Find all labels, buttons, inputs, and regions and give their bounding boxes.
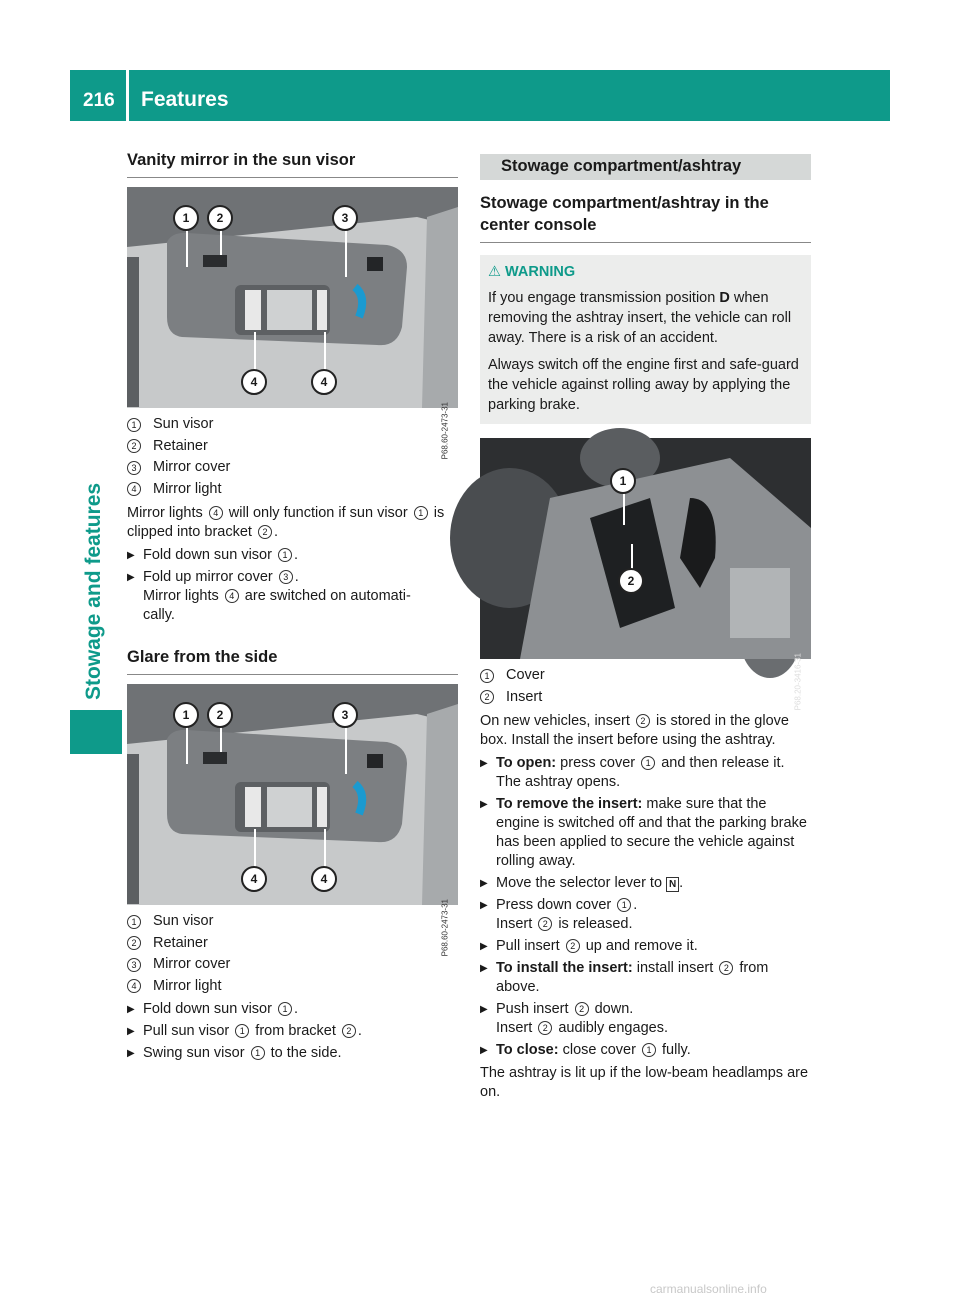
legend [127,414,458,500]
legend-item: 1 Sun visor [127,911,458,933]
instruction-step: ▶ Swing sun visor 1 to the side. [127,1045,342,1061]
legend-item: 4 Mirror light [127,479,458,501]
warning-box [480,255,811,424]
warning-text: Always switch off the engine first and safe-guard the vehicle against rolling away by applying the parking brake. [488,357,799,413]
paragraph: On new vehicles, insert 2 is stored in the glove box. Install the insert before using the ashtray. [480,713,789,748]
left-column [127,150,458,1066]
page-title: Features [141,88,229,111]
section-subheading: Stowage compartment/ashtray in the center console [480,192,811,243]
instruction-step: ▶ Press down cover 1 . Insert 2 is released. [480,897,638,932]
legend-item: 2 Retainer [127,436,458,458]
image-code: P68.60-2473-31 [440,402,449,460]
section-heading-vanity-mirror: Vanity mirror in the sun visor [127,150,458,178]
warning-icon: ⚠ [488,264,501,280]
callout-1: 1 [173,702,199,728]
legend-item: 2 Retainer [127,933,458,955]
callout-1: 1 [173,205,199,231]
right-column [480,154,811,1106]
instruction-step: ▶ Fold up mirror cover 3 . Mirror lights 4 are switched on automati- cally. [127,569,411,623]
watermark: carmanualsonline.info [650,1282,767,1296]
side-tab-label: Stowage and features [82,482,105,700]
instruction-step: ▶ Fold down sun visor 1 . [127,1001,299,1017]
legend [127,911,458,997]
image-code: P68.20-3416-31 [793,653,802,711]
legend-item: 4 Mirror light [127,976,458,998]
callout-3: 3 [332,702,358,728]
instruction-step: ▶ Pull insert 2 up and remove it. [480,938,698,954]
legend-item: 1 Cover [480,665,811,687]
callout-4: 4 [311,369,337,395]
section-band: Stowage compartment/ashtray [480,154,811,180]
instruction-step: ▶ Pull sun visor 1 from bracket 2 . [127,1023,362,1039]
callout-3: 3 [332,205,358,231]
instruction-step: ▶ To remove the insert: make sure that the engine is switched off and that the parking brake has been applied to secure the vehicle against rolling away. [480,796,807,869]
instruction-step: ▶ Fold down sun visor 1 . [127,547,299,563]
callout-2: 2 [207,205,233,231]
instruction-step: ▶ To install the insert: install insert 2 from above. [480,960,769,995]
legend-item: 3 Mirror cover [127,954,458,976]
instruction-step: ▶ To close: close cover 1 fully. [480,1042,691,1058]
callout-4: 4 [241,866,267,892]
callout-1: 1 [610,468,636,494]
center-console-illustration [480,438,811,659]
instruction-step: ▶ Push insert 2 down. Insert 2 audibly engages. [480,1001,668,1036]
image-code: P68.60-2473-31 [440,899,449,957]
section-heading-glare: Glare from the side [127,647,458,675]
legend-item: 1 Sun visor [127,414,458,436]
paragraph: Mirror lights 4 will only function if sun visor 1 is clipped into bracket 2 . [127,505,445,540]
warning-text: If you engage transmission position D when removing the ashtray insert, the vehicle can roll away. There is a risk of an accident. [488,290,792,346]
page-number: 216 [83,90,115,111]
warning-title: ⚠ WARNING [488,264,576,280]
callout-4: 4 [241,369,267,395]
callout-4: 4 [311,866,337,892]
header-divider [126,70,129,121]
callout-2: 2 [207,702,233,728]
side-tab-marker [70,710,122,754]
paragraph: The ashtray is lit up if the low-beam headlamps are on. [480,1065,809,1100]
legend-item: 3 Mirror cover [127,457,458,479]
instruction-step: ▶ Move the selector lever to N . [480,875,684,891]
legend-item: 2 Insert [480,687,811,709]
callout-2: 2 [618,568,644,594]
instruction-step: ▶ To open: press cover 1 and then release it. The ashtray opens. [480,755,785,790]
